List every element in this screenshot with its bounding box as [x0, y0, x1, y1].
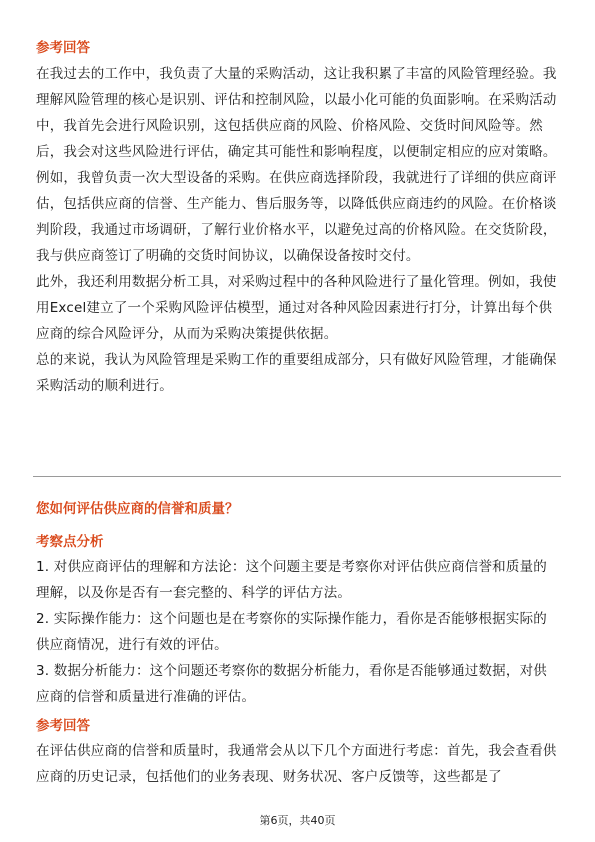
analysis-heading: 考察点分析	[36, 534, 104, 550]
reference-answer-heading: 参考回答	[36, 40, 90, 56]
reference-answer-heading-2: 参考回答	[36, 718, 90, 734]
page-content	[36, 38, 560, 399]
analysis-item-1: 1. 对供应商评估的理解和方法论：这个问题主要是考察你对评估供应商信誉和质量的理解，以及你是否有一套完整的、科学的评估方法。	[36, 559, 547, 601]
page-number: 第6页，共40页	[259, 814, 336, 827]
section-divider	[33, 476, 561, 477]
answer-paragraph-4: 总的来说，我认为风险管理是采购工作的重要组成部分，只有做好风险管理，才能确保采购活动的顺利进行。	[36, 352, 557, 394]
answer-paragraph-1: 在我过去的工作中，我负责了大量的采购活动，这让我积累了丰富的风险管理经验。我理解风险管理的核心是识别、评估和控制风险，以最小化可能的负面影响。在采购活动中，我首先会进行风险识别，这包括供应商的风险、价格风险、交货时间风险等。然后，我会对这些风险进行评估，确定其可能性和影响程度，以便制定相应的应对策略。	[36, 66, 557, 160]
answer-paragraph-3: 此外，我还利用数据分析工具，对采购过程中的各种风险进行了量化管理。例如，我使用Excel建立了一个采购风险评估模型，通过对各种风险因素进行打分，计算出每个供应商的综合风险评分，从而为采购决策提供依据。	[36, 274, 557, 342]
answer-paragraph-2: 例如，我曾负责一次大型设备的采购。在供应商选择阶段，我就进行了详细的供应商评估，包括供应商的信誉、生产能力、售后服务等，以降低供应商违约的风险。在价格谈判阶段，我通过市场调研，了解行业价格水平，以避免过高的价格风险。在交货阶段，我与供应商签订了明确的交货时间协议，以确保设备按时交付。	[36, 170, 557, 264]
analysis-item-3: 3. 数据分析能力：这个问题还考察你的数据分析能力，看你是否能够通过数据，对供应商的信誉和质量进行准确的评估。	[36, 663, 547, 705]
question-title: 您如何评估供应商的信誉和质量？	[36, 500, 239, 517]
analysis-item-2: 2. 实际操作能力：这个问题也是在考察你的实际操作能力，看你是否能够根据实际的供应商情况，进行有效的评估。	[36, 611, 547, 653]
answer-paragraph-5: 在评估供应商的信誉和质量时，我通常会从以下几个方面进行考虑：首先，我会查看供应商的历史记录，包括他们的业务表现、财务状况、客户反馈等，这些都是了	[36, 743, 557, 785]
question-block	[36, 485, 560, 790]
